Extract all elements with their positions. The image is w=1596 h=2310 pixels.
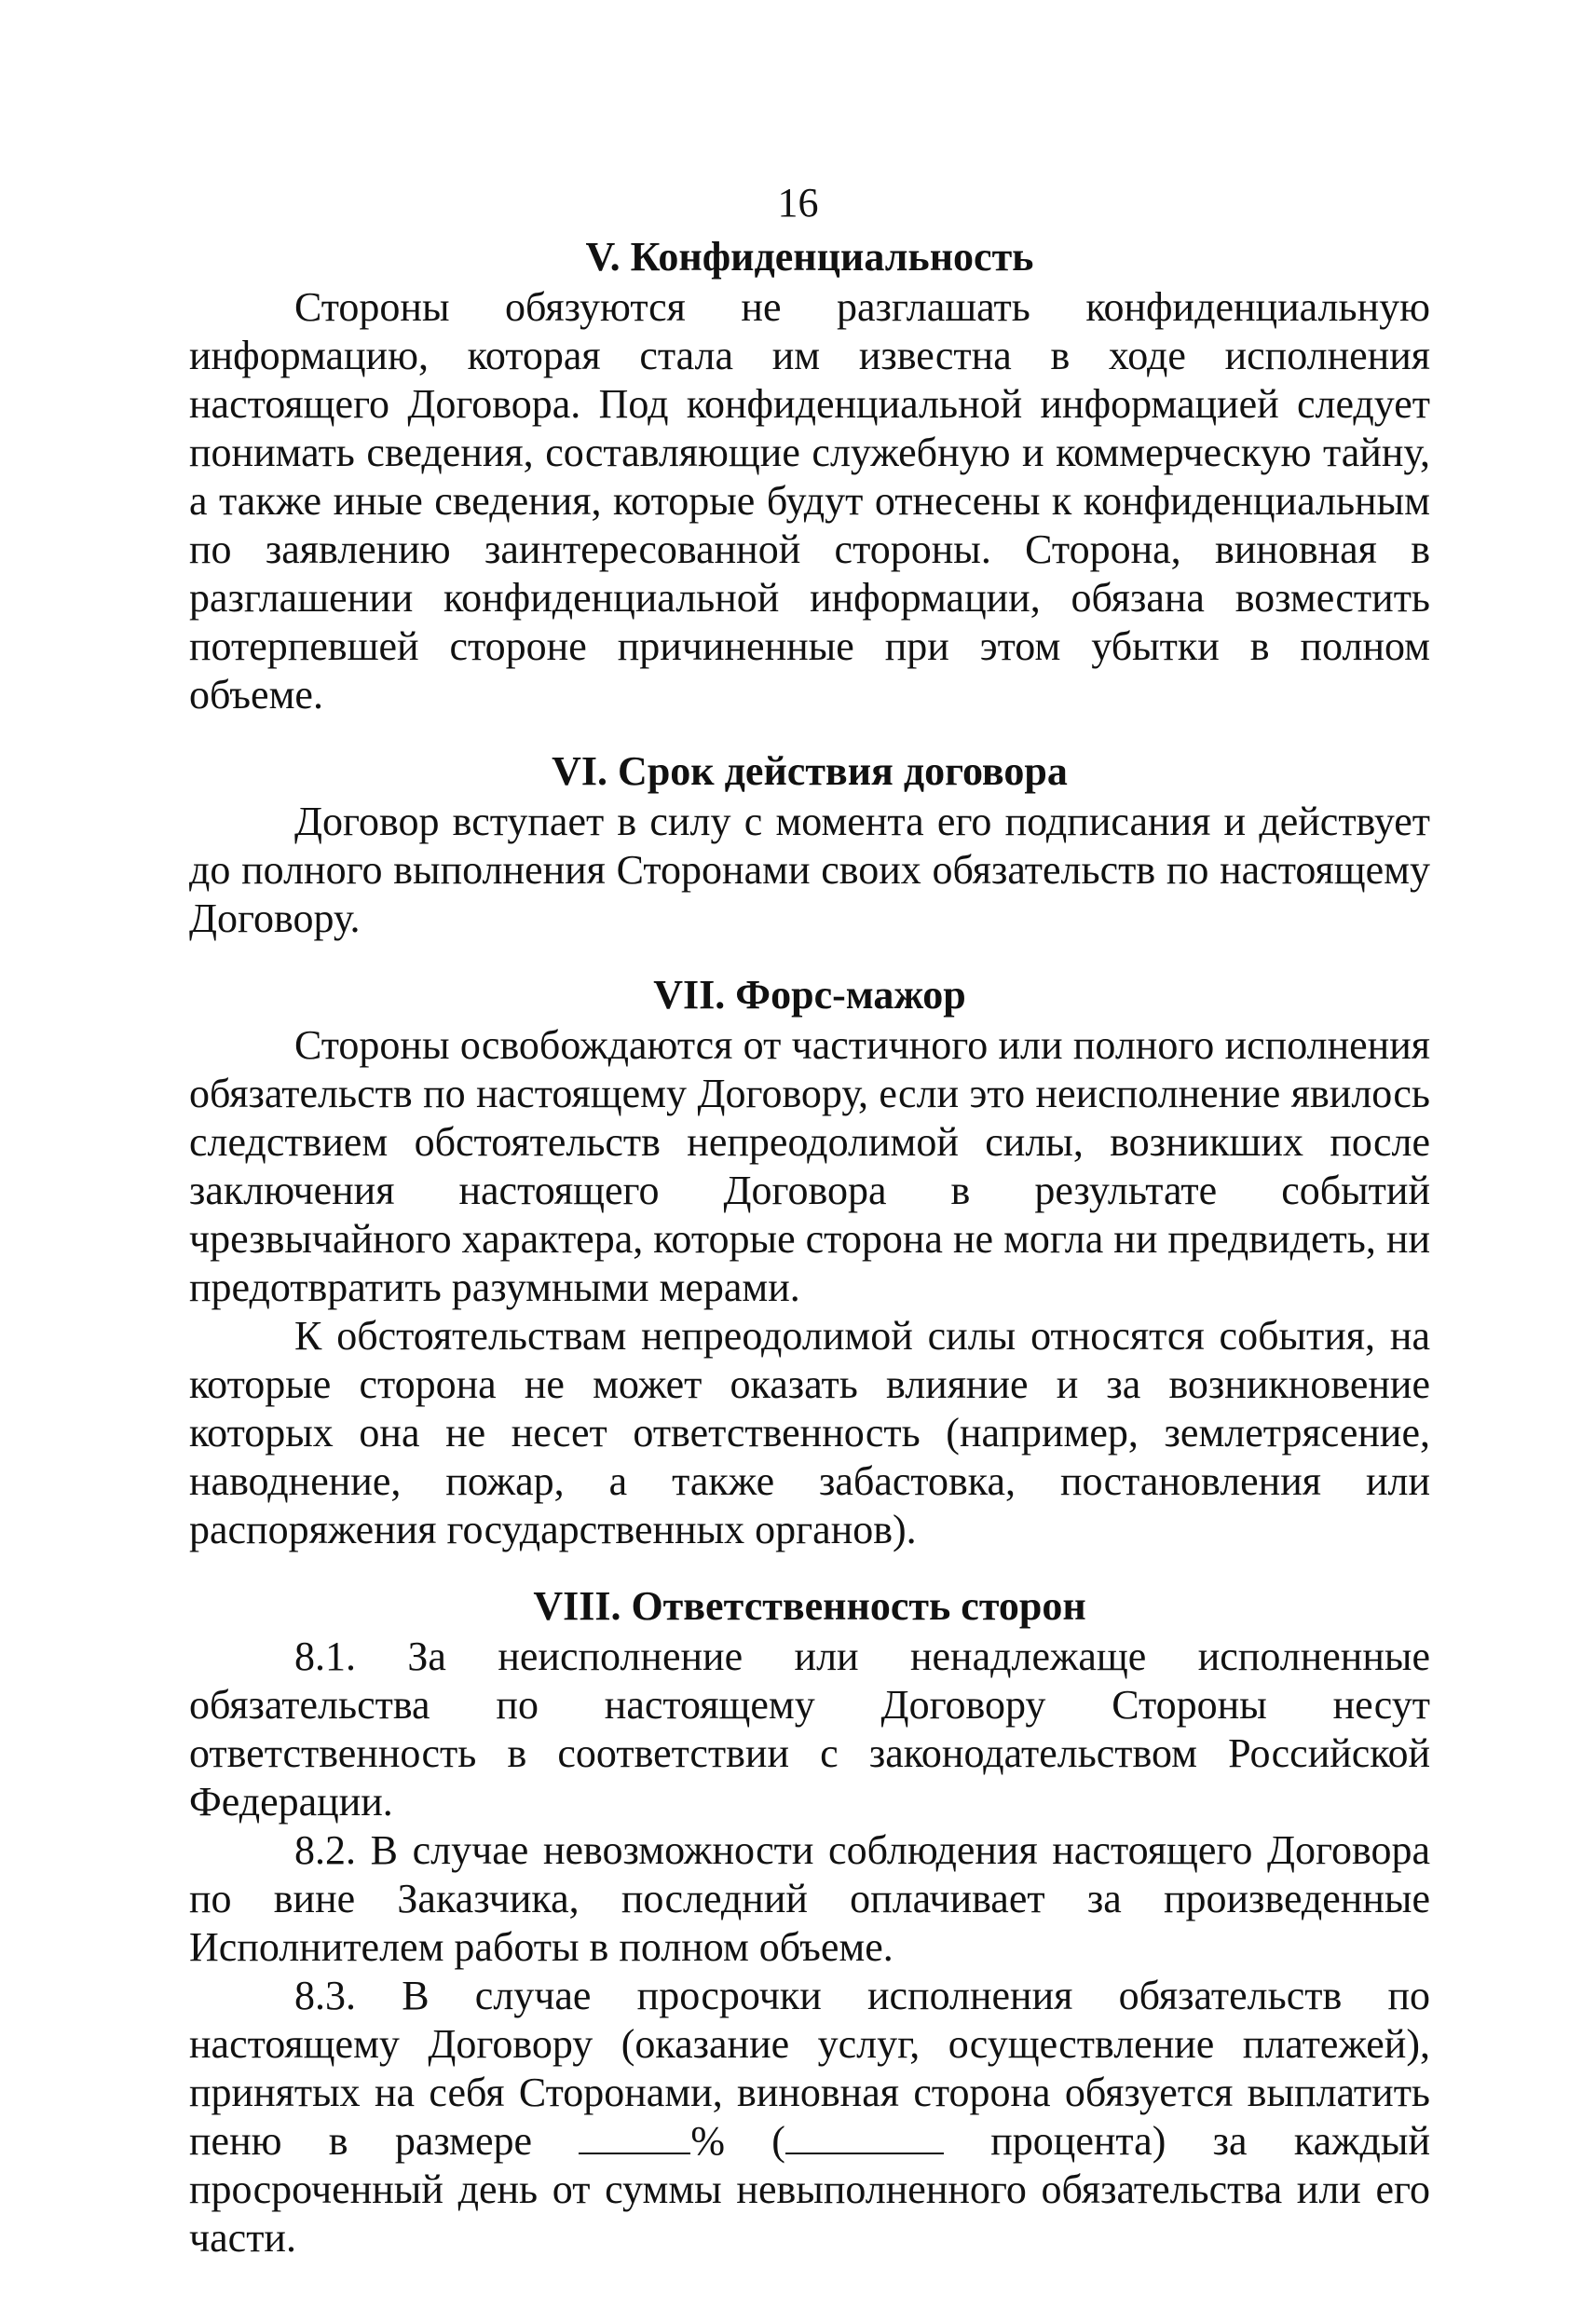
page-number: 16 <box>777 180 819 226</box>
percent-sign: % <box>690 2118 725 2164</box>
section-heading-confidentiality: V. Конфиденциальность <box>585 234 1034 280</box>
section-liability <box>189 1582 1430 2262</box>
paragraph-force-majeure-2: К обстоятельствам непреодолимой силы относятся события, на которые сторона не может оказать влияние и за возникновение которых она не несет ответственность (например, землетрясение, наводнение, пожар, а также забастовка, постановления или распоряжения государственных органов). <box>189 1313 1430 1552</box>
section-force-majeure <box>189 971 1430 1554</box>
paragraph-liability-8-1: 8.1. За неисполнение или ненадлежаще исполненные обязательства по настоящему Договору Стороны несут ответственность в соответствии с законодательством Российской Федерации. <box>189 1633 1430 1825</box>
section-heading-force-majeure: VII. Форс-мажор <box>653 972 966 1018</box>
paragraph-8-3-text-start: 8.3. В случае просрочки исполнения обязательств по настоящему Договору (оказание услуг, осуществление платежей), принятых на себя Сторонами, виновная сторона обязуется выплатить пеню в размере <box>189 1973 1430 2164</box>
section-term <box>189 747 1430 943</box>
section-heading-term: VI. Срок действия договора <box>552 748 1068 794</box>
paragraph-term-1: Договор вступает в силу с момента его подписания и действует до полного выполнения Сторонами своих обязательств по настоящему Договору. <box>189 799 1430 941</box>
paragraph-8-3-text-end: процента) за каждый просроченный день от суммы невыполненного обязательства или его части. <box>189 2118 1430 2261</box>
section-heading-liability: VIII. Ответственность сторон <box>533 1583 1086 1629</box>
paragraph-liability-8-3 <box>189 1972 1430 2262</box>
paragraph-force-majeure-1: Стороны освобождаются от частичного или полного исполнения обязательств по настоящему Договору, если это неисполнение явилось следствием обстоятельств непреодолимой силы, возникших после заключения настоящего Договора в результате событий чрезвычайного характера, которые сторона не могла ни предвидеть, ни предотвратить разумными мерами. <box>189 1022 1430 1310</box>
open-paren: ( <box>771 2118 785 2164</box>
paragraph-confidentiality-1: Стороны обязуются не разглашать конфиденциальную информацию, которая стала им известна в ходе исполнения настоящего Договора. Под конфиденциальной информацией следует понимать сведения, составляющие служебную и коммерческую тайну, а также иные сведения, которые будут отнесены к конфиденциальным по заявлению заинтересованной стороны. Сторона, виновная в разглашении конфиденциальной информации, обязана возместить потерпевшей стороне причиненные при этом убытки в полном объеме. <box>189 284 1430 718</box>
document-body <box>189 233 1430 2262</box>
penalty-percent-blank <box>579 2117 690 2154</box>
section-confidentiality <box>189 233 1430 719</box>
penalty-words-blank <box>785 2117 944 2154</box>
paragraph-liability-8-2: 8.2. В случае невозможности соблюдения настоящего Договора по вине Заказчика, последний оплачивает за произведенные Исполнителем работы в полном объеме. <box>189 1827 1430 1970</box>
